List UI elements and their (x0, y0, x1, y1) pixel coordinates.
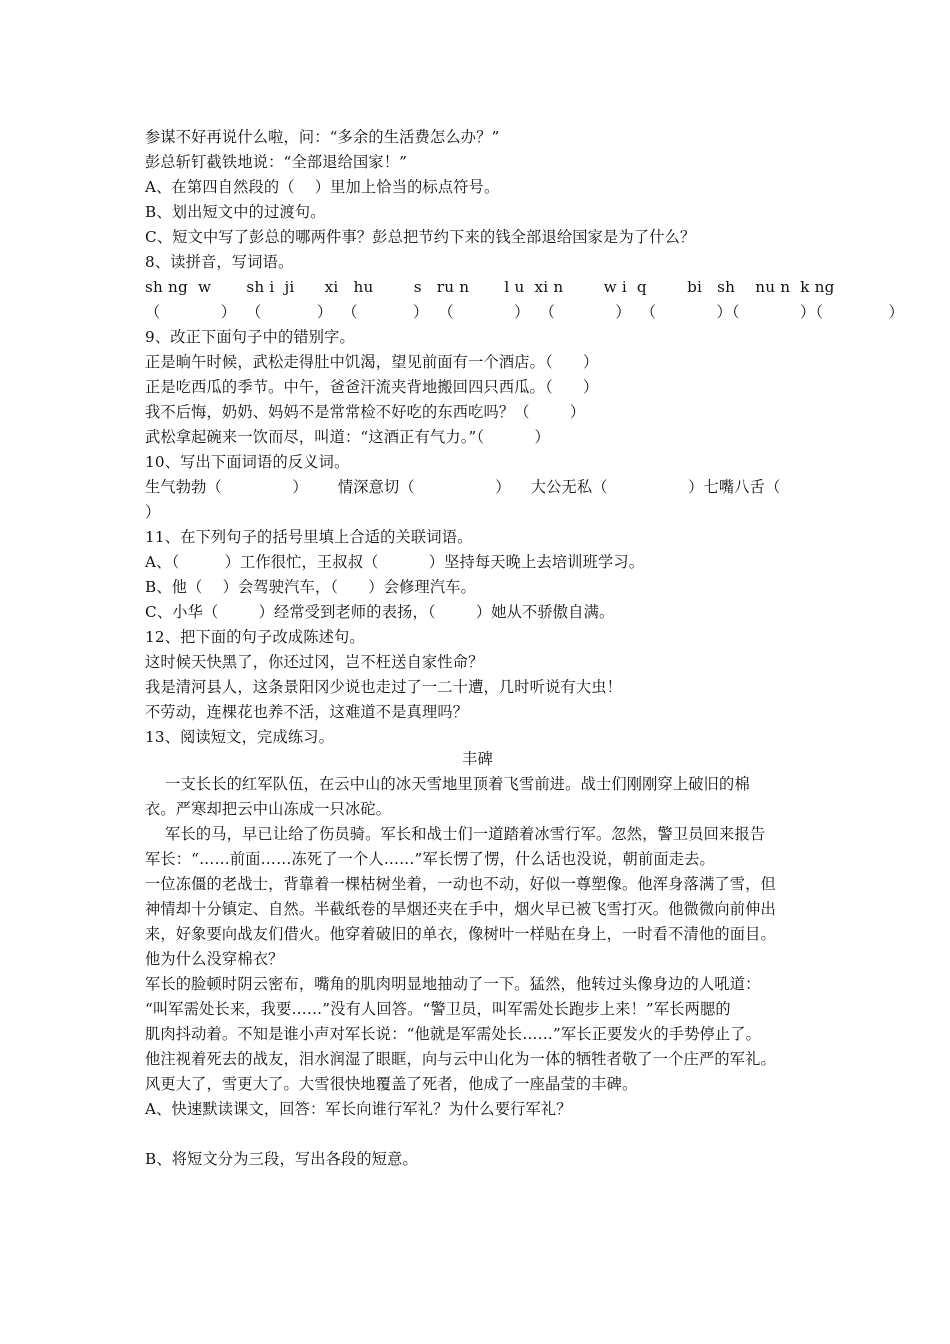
text-line: 彭总斩钉截铁地说：“全部退给国家！” (145, 153, 408, 171)
answer-brackets-row: （ ） （ ） （ ） （ ） （ ） （ ）（ ）（ ） (145, 303, 904, 321)
passage-line: 神情却十分镇定、自然。半截纸卷的旱烟还夹在手中，烟火早已被飞雪打灭。他微微向前伸出 (145, 900, 776, 918)
text-line: 不劳动，连棵花也养不活，这难道不是真理吗？ (145, 703, 469, 721)
question-13a: A、快速默读课文，回答：军长向谁行军礼？为什么要行军礼？ (145, 1100, 572, 1118)
passage-line: 军长：“……前面……冻死了一个人……”军长愣了愣，什么话也没说，朝前面走去。 (145, 850, 715, 868)
passage-line: 他为什么没穿棉衣？ (145, 950, 284, 968)
pinyin-row: sh ng w sh i ji xi hu s ru n l u xi n w i q bi sh nu n k ng (145, 278, 835, 296)
passage-title: 丰碑 (462, 750, 493, 768)
question-12-heading: 12、把下面的句子改成陈述句。 (145, 628, 365, 646)
text-line: ） (145, 503, 161, 521)
text-line: 我不后悔，奶奶、妈妈不是常常检不好吃的东西吃吗？（ ） (145, 403, 586, 421)
question-9-heading: 9、改正下面句子中的错别字。 (145, 328, 355, 346)
question-13b: B、将短文分为三段，写出各段的短意。 (145, 1150, 418, 1168)
passage-line: 衣。严寒却把云中山冻成一只冰砣。 (145, 800, 392, 818)
text-line: 正是晌午时候，武松走得肚中饥渴，望见前面有一个酒店。（ ） (145, 353, 599, 371)
question-11a: A、（ ）工作很忙，王叔叔（ ）坚持每天晚上去培训班学习。 (145, 553, 645, 571)
question-11b: B、他（ ）会驾驶汽车，（ ）会修理汽车。 (145, 578, 477, 596)
text-line: 正是吃西瓜的季节。中午，爸爸汗流夹背地搬回四只西瓜。（ ） (145, 378, 599, 396)
text-line: 武松拿起碗来一饮而尽，叫道：“这酒正有气力。”（ ） (145, 428, 550, 446)
text-line: 我是清河县人，这条景阳冈少说也走过了一二十遭，几时听说有大虫！ (145, 678, 623, 696)
question-8-heading: 8、读拼音，写词语。 (145, 253, 294, 271)
passage-line: “叫军需处长来，我要……”没有人回答。“警卫员，叫军需处长跑步上来！”军长两腮的 (145, 1000, 731, 1018)
text-line: 这时候天快黑了，你还过冈，岂不枉送自家性命？ (145, 653, 484, 671)
text-line: 参谋不好再说什么啦，问：“多余的生活费怎么办？” (145, 128, 500, 146)
question-11c: C、小华（ ）经常受到老师的表扬，（ ）她从不骄傲自满。 (145, 603, 615, 621)
passage-line: 肌肉抖动着。不知是谁小声对军长说：“他就是军需处长……”军长正要发火的手势停止了。 (145, 1025, 762, 1043)
passage-line: 军长的马，早已让给了伤员骑。军长和战士们一道踏着冰雪行军。忽然，警卫员回来报告 (145, 825, 766, 843)
question-7a: A、在第四自然段的（ ）里加上恰当的标点符号。 (145, 178, 500, 196)
passage-line: 军长的脸顿时阴云密布，嘴角的肌肉明显地抽动了一下。猛然，他转过头像身边的人吼道： (145, 975, 761, 993)
passage-line: 一位冻僵的老战士，背靠着一棵枯树坐着，一动也不动，好似一尊塑像。他浑身落满了雪，但 (145, 875, 776, 893)
passage-line: 一支长长的红军队伍，在云中山的冰天雪地里顶着飞雪前进。战士们刚刚穿上破旧的棉 (145, 775, 750, 793)
question-10-heading: 10、写出下面词语的反义词。 (145, 453, 350, 471)
question-11-heading: 11、在下列句子的括号里填上合适的关联词语。 (145, 528, 473, 546)
passage-line: 风更大了，雪更大了。大雪很快地覆盖了死者，他成了一座晶莹的丰碑。 (145, 1075, 638, 1093)
passage-line: 来，好象要向战友们借火。他穿着破旧的单衣，像树叶一样贴在身上，一时看不清他的面目。 (145, 925, 776, 943)
question-7c: C、短文中写了彭总的哪两件事？彭总把节约下来的钱全部退给国家是为了什么？ (145, 228, 696, 246)
passage-line: 他注视着死去的战友，泪水润湿了眼眶，向与云中山化为一体的牺牲者敬了一个庄严的军礼。 (145, 1050, 776, 1068)
question-7b: B、划出短文中的过渡句。 (145, 203, 326, 221)
antonym-row: 生气勃勃（ ） 情深意切（ ） 大公无私（ ）七嘴八舌（ (145, 478, 781, 496)
question-13-heading: 13、阅读短文，完成练习。 (145, 728, 334, 746)
